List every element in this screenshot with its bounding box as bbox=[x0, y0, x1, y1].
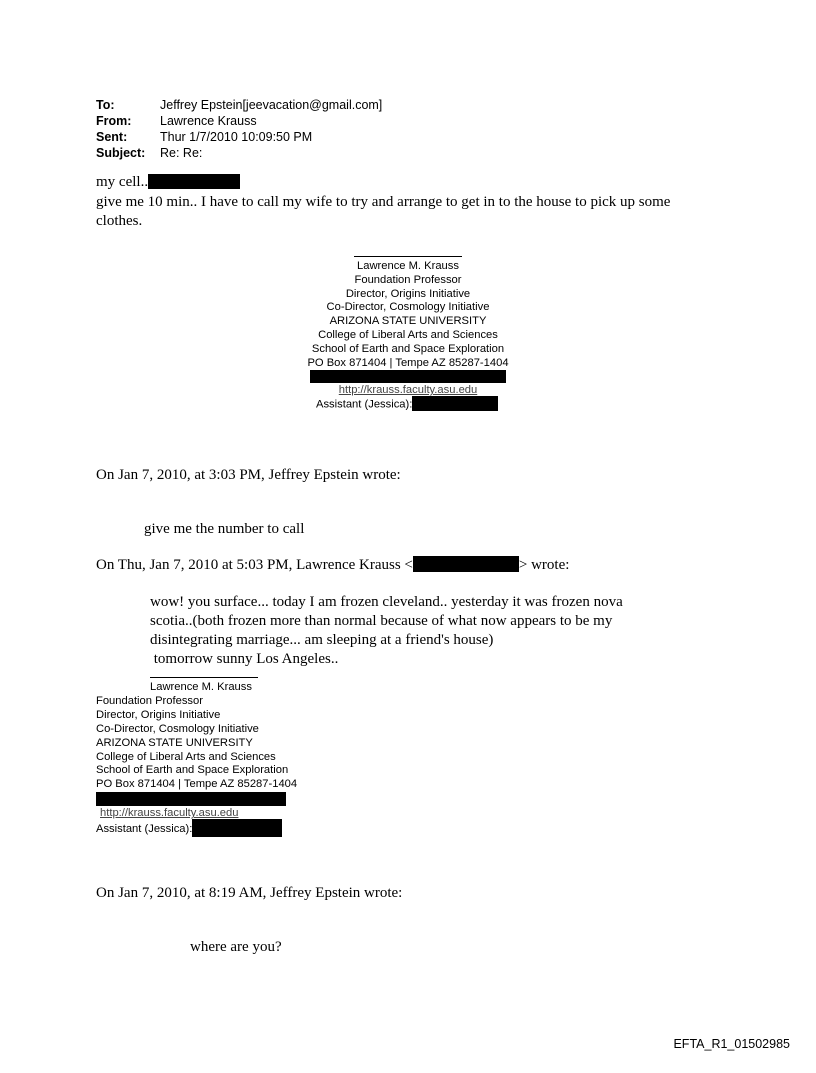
sig-assistant-label: Assistant (Jessica): bbox=[316, 398, 413, 411]
quote3-text: where are you? bbox=[190, 939, 282, 955]
sig-org: ARIZONA STATE UNIVERSITY bbox=[329, 315, 487, 328]
quote3-header: On Jan 7, 2010, at 8:19 AM, Jeffrey Epstein wrote: bbox=[96, 885, 403, 901]
sent-row bbox=[96, 129, 382, 145]
redaction-block bbox=[310, 370, 506, 383]
sig2-url-link[interactable]: http://krauss.faculty.asu.edu bbox=[100, 807, 239, 820]
sig2-address: PO Box 871404 | Tempe AZ 85287-1404 bbox=[96, 778, 298, 791]
signature-centered bbox=[260, 256, 556, 412]
redaction-block bbox=[148, 174, 240, 189]
redaction-block bbox=[413, 556, 519, 572]
sig-assistant-row bbox=[260, 398, 556, 412]
sent-value: Thur 1/7/2010 10:09:50 PM bbox=[160, 130, 313, 144]
sig2-assistant-label: Assistant (Jessica): bbox=[96, 823, 193, 836]
sig2-school: School of Earth and Space Exploration bbox=[96, 764, 289, 777]
redaction-block bbox=[192, 819, 282, 837]
sig-college: College of Liberal Arts and Sciences bbox=[318, 328, 498, 341]
signature-left bbox=[96, 677, 297, 837]
sent-label: Sent: bbox=[96, 130, 128, 144]
sig2-redacted-row bbox=[96, 792, 297, 807]
quote2-header-suffix: > wrote: bbox=[518, 557, 570, 573]
sig2-name: Lawrence M. Krauss bbox=[150, 681, 252, 693]
sig-title3: Co-Director, Cosmology Initiative bbox=[326, 301, 490, 314]
document-id: EFTA_R1_01502985 bbox=[673, 1037, 790, 1051]
from-row bbox=[96, 113, 382, 129]
to-label: To: bbox=[96, 98, 115, 112]
sig2-title3: Co-Director, Cosmology Initiative bbox=[96, 722, 259, 735]
redaction-block bbox=[412, 396, 498, 411]
quote2-header bbox=[96, 556, 569, 575]
sig2-title2: Director, Origins Initiative bbox=[96, 708, 221, 721]
quote1-header: On Jan 7, 2010, at 3:03 PM, Jeffrey Epstein wrote: bbox=[96, 467, 401, 483]
body-line-3: clothes. bbox=[96, 213, 143, 229]
quote2-line-4: tomorrow sunny Los Angeles.. bbox=[150, 651, 339, 667]
signature-divider bbox=[354, 256, 462, 257]
body-line-2: give me 10 min.. I have to call my wife to try and arrange to get in to the house to pick up some bbox=[96, 194, 671, 210]
sig-url-link[interactable]: http://krauss.faculty.asu.edu bbox=[338, 384, 478, 397]
to-row bbox=[96, 97, 382, 113]
subject-row bbox=[96, 145, 382, 161]
subject-value: Re: Re: bbox=[160, 146, 203, 160]
body-cell-label: my cell.. bbox=[96, 174, 149, 190]
sig2-college: College of Liberal Arts and Sciences bbox=[96, 750, 276, 763]
sig-school: School of Earth and Space Exploration bbox=[311, 342, 505, 355]
sig-title1: Foundation Professor bbox=[354, 273, 462, 286]
sig-name: Lawrence M. Krauss bbox=[357, 260, 459, 272]
sig-title2: Director, Origins Initiative bbox=[345, 287, 471, 300]
quote2-line-2: scotia..(both frozen more than normal because of what now appears to be my bbox=[150, 613, 613, 629]
redaction-block bbox=[96, 792, 286, 806]
signature-divider bbox=[150, 677, 258, 678]
sig-redacted-row bbox=[260, 370, 556, 384]
email-header bbox=[96, 97, 382, 161]
sig2-org: ARIZONA STATE UNIVERSITY bbox=[96, 736, 253, 749]
quote1-text: give me the number to call bbox=[144, 521, 305, 537]
quote2-header-prefix: On Thu, Jan 7, 2010 at 5:03 PM, Lawrence Krauss < bbox=[96, 557, 413, 573]
sig-address: PO Box 871404 | Tempe AZ 85287-1404 bbox=[307, 356, 509, 369]
to-value: Jeffrey Epstein[jeevacation@gmail.com] bbox=[160, 98, 383, 112]
subject-label: Subject: bbox=[96, 146, 146, 160]
quote2-line-1: wow! you surface... today I am frozen cleveland.. yesterday it was frozen nova bbox=[150, 594, 623, 610]
sig2-assistant-row bbox=[96, 821, 297, 837]
quote2-line-3: disintegrating marriage... am sleeping at a friend's house) bbox=[150, 632, 494, 648]
body-line-cell bbox=[96, 173, 240, 192]
from-value: Lawrence Krauss bbox=[160, 114, 257, 128]
from-label: From: bbox=[96, 114, 132, 128]
sig2-title1: Foundation Professor bbox=[96, 694, 203, 707]
